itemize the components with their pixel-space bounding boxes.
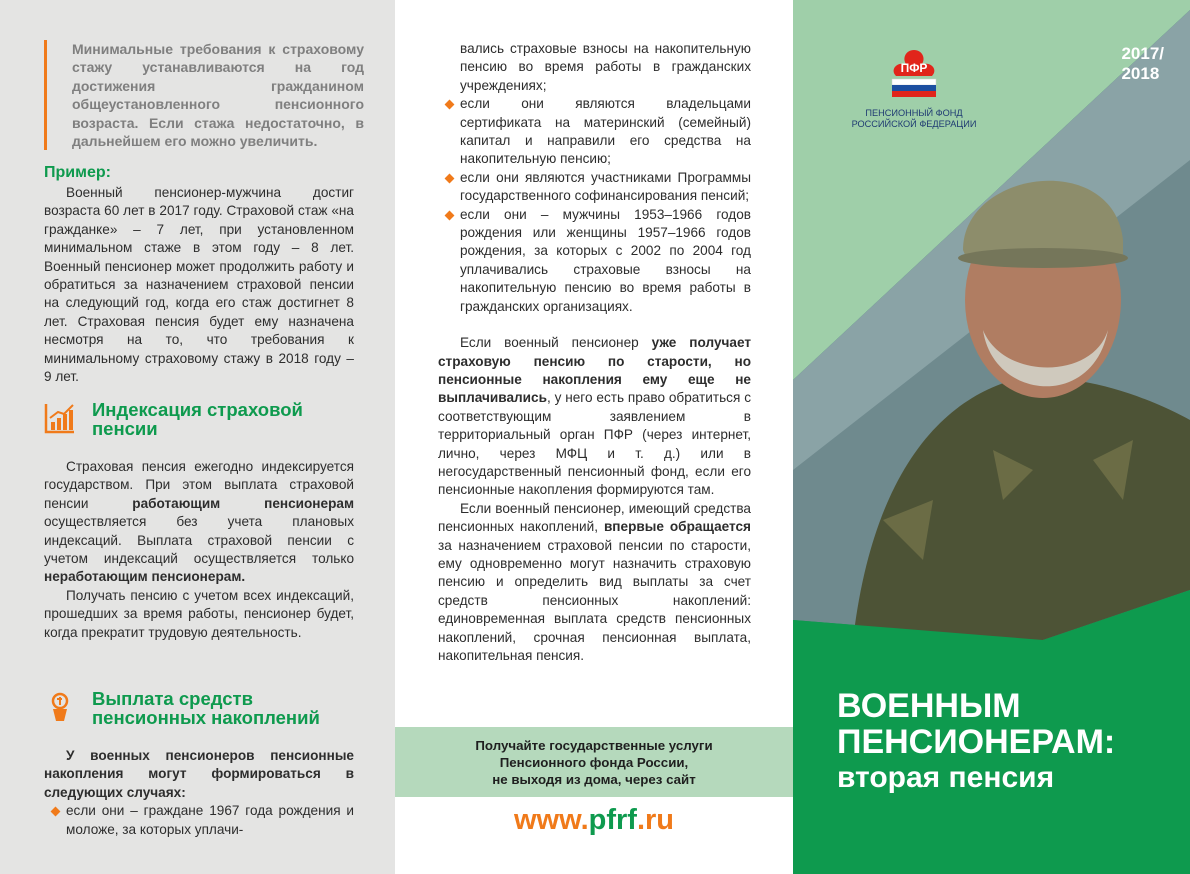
indexation-heading <box>44 400 342 438</box>
chart-growth-icon <box>44 402 76 434</box>
example-text: Военный пенсионер-мужчина достиг возраста 60 лет в 2017 году. Страховой стаж «на гражданке» – 7 лет, при установленном минимальном стаже в этом году – 8 лет. Военный пенсионер может продолжить работу и обратиться за назначением страховой пенсии на следующий год, когда его стаж достигнет 8 лет. Страховая пенсия будет ему назначена несмотря на то, что требования к минимальному страховому стажу в 2018 году – 9 лет. <box>44 185 354 385</box>
payout-text <box>44 747 354 839</box>
mp2-a: Если военный пенсионер, имеющий средства пенсионных накоплений, <box>438 500 751 535</box>
indexation-p1-d: неработающим пенсионерам. <box>44 569 246 585</box>
heading-line-2: ПЕНСИОНЕРАМ: <box>837 723 1116 761</box>
intro-text: Минимальные требования к страховому стажу устанавливаются на год достижения гражданином общеустановленного пенсионного возраста. Если стажа недостаточно, в дальнейшем его можно увеличить. <box>44 40 364 150</box>
bullet-diamond-icon <box>51 807 61 817</box>
middle-paragraph-2 <box>438 500 751 666</box>
list-item <box>44 802 354 839</box>
year-line-1: 2017/ <box>1121 44 1164 63</box>
mp1-b: уже получает страховую пенсию по старости, но пенсионные накопления ему еще не выплачивались <box>438 335 751 406</box>
indexation-p1-c: осуществляется без учета плановых индексаций. Выплата страховой пенсии с учетом индексаций осуществляется только <box>44 514 354 567</box>
middle-panel <box>395 0 793 874</box>
list-item <box>438 206 751 316</box>
svg-text:ПФР: ПФР <box>900 61 928 75</box>
indexation-paragraph-1 <box>44 458 354 587</box>
indexation-paragraph-2: Получать пенсию с учетом всех индексаций, прошедших за время работы, пенсионер будет, когда прекратит трудовую деятельность. <box>44 587 354 640</box>
banner-line-1: Получайте государственные услуги <box>475 738 713 753</box>
payout-title: Выплата средств пенсионных накоплений <box>92 688 320 728</box>
mp1-c: , у него есть право обратиться с соответствующим заявлением в территориальный орган ПФР (через интернет, лично, через МФЦ и т. д.) или в негосударственный пенсионный фонд, если его пенсионные накопления формируются там. <box>438 390 751 498</box>
indexation-text <box>44 458 354 642</box>
list-item <box>438 95 751 169</box>
mp1-a: Если военный пенсионер <box>460 335 652 351</box>
logo-text <box>839 108 989 130</box>
pfr-logo <box>839 48 989 130</box>
list-item <box>438 169 751 206</box>
payout-lead: У военных пенсионеров пенсионные накопления могут формироваться в следующих случаях: <box>44 748 354 800</box>
year-label <box>1121 44 1164 84</box>
left-panel <box>0 0 395 874</box>
mp2-b: впервые обращается <box>603 519 751 535</box>
list-item-text: если они являются владельцами сертификата на материнский (семейный) капитал и направили его средства на накопительную пенсию; <box>460 96 751 167</box>
cover-panel <box>793 0 1190 874</box>
banner-line-3: не выходя из дома, через сайт <box>492 772 696 787</box>
middle-paragraph-1 <box>438 334 751 500</box>
indexation-p1-a: Страховая пенсия ежегодно индексируется государством. При этом выплата страховой пенсии <box>44 459 354 511</box>
bullet-diamond-icon <box>445 210 455 220</box>
banner-line-2: Пенсионного фонда России, <box>499 755 689 770</box>
indexation-title: Индексация страховой пенсии <box>92 399 303 439</box>
payout-list <box>44 802 354 839</box>
bullet-diamond-icon <box>445 173 455 183</box>
example-title: Пример: <box>44 164 111 181</box>
list-item-text: если они являются участниками Программы государственного софинансирования пенсий; <box>460 169 751 204</box>
logo-line-2: РОССИЙСКОЙ ФЕДЕРАЦИИ <box>851 119 977 129</box>
heading-line-1: ВОЕННЫМ <box>837 687 1021 725</box>
website-link[interactable] <box>395 804 793 837</box>
logo-line-1: ПЕНСИОННЫЙ ФОНД <box>865 108 963 118</box>
services-banner-text <box>395 737 793 788</box>
bullet-diamond-icon <box>445 100 455 110</box>
site-part-2: pfrf <box>588 804 637 836</box>
mp2-c: за назначением страховой пенсии по старости, ему одновременно могут назначить страховую пенсию и определить вид выплаты за счет средств пенсионных накоплений: единовременная выплата средств пенсионных накоплений, срочная пенсионная выплата, накопительная пенсия. <box>438 537 751 663</box>
middle-text <box>438 40 751 665</box>
site-part-3: .ru <box>636 804 675 836</box>
example-block <box>44 184 354 386</box>
heading-line-3: вторая пенсия <box>837 761 1055 794</box>
site-part-1: www. <box>513 804 589 836</box>
indexation-p1-b: работающим пенсионерам <box>132 495 354 511</box>
list-item-text: если они – мужчины 1953–1966 годов рождения или женщины 1957–1966 годов рождения, за которых с 2002 по 2004 год уплачивались страховые взносы на накопительную пенсию во время работы в гражданских организациях. <box>460 206 751 314</box>
payout-heading <box>44 689 352 727</box>
list-item-text: если они – граждане 1967 года рождения и моложе, за которых уплачи- <box>66 803 354 837</box>
pfr-logo-icon <box>886 48 942 100</box>
pension-savings-icon <box>44 691 76 723</box>
cover-heading <box>837 688 1115 796</box>
year-line-2: 2018 <box>1121 64 1160 83</box>
savings-cases-list <box>438 95 751 316</box>
services-banner <box>395 727 793 797</box>
list-continuation: вались страховые взносы на накопительную пенсию во время работы в гражданских учреждениях; <box>460 41 751 93</box>
